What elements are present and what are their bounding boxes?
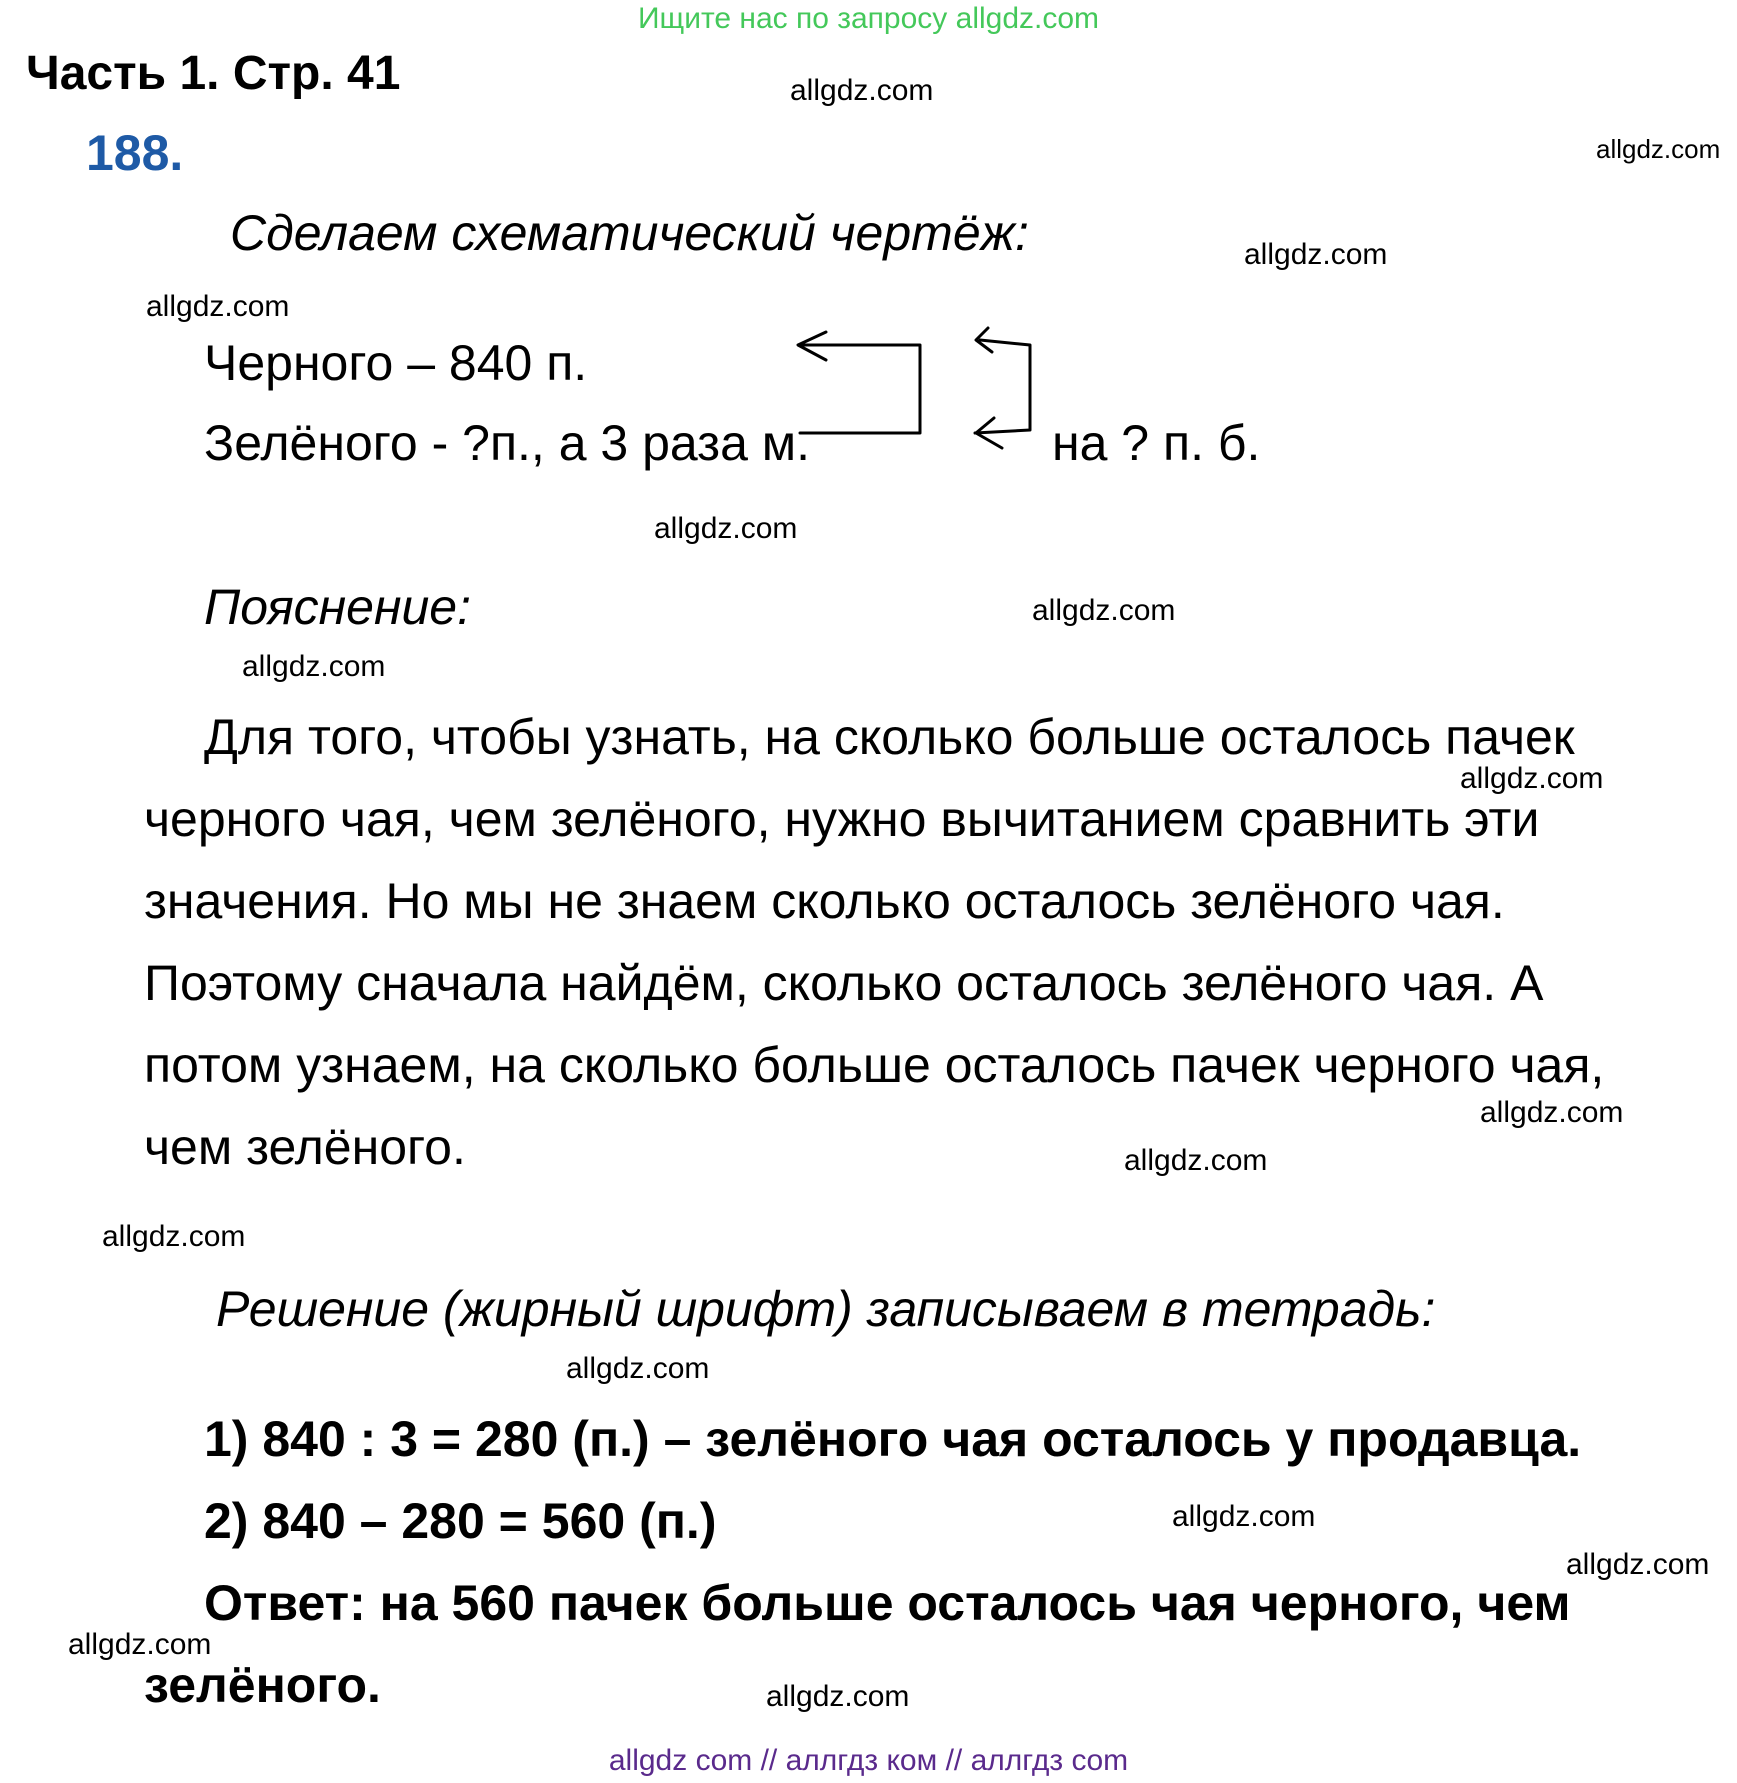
scheme-compare-label: на ? п. б. (1052, 415, 1261, 471)
explanation-heading: Пояснение: (204, 579, 471, 635)
explanation-line: потом узнаем, на сколько больше осталось пачек черного чая, (144, 1037, 1605, 1093)
explanation-line: значения. Но мы не знаем сколько осталось зелёного чая. (144, 873, 1505, 929)
scheme-line-green: Зелёного - ?п., а 3 раза м. (204, 415, 811, 471)
watermark: allgdz.com (766, 1680, 910, 1713)
arrow-difference-bracket (975, 340, 1030, 433)
page-header: Часть 1. Стр. 41 (26, 47, 401, 100)
explanation-line: черного чая, чем зелёного, нужно вычитанием сравнить эти (144, 791, 1540, 847)
watermark: allgdz.com (566, 1352, 710, 1385)
watermark: allgdz.com (102, 1220, 246, 1253)
scheme-arrows (780, 320, 1040, 460)
scheme-line-black: Черного – 840 п. (204, 335, 588, 391)
watermark: allgdz.com (242, 650, 386, 683)
watermark: allgdz.com (1480, 1096, 1624, 1129)
explanation-line: чем зелёного. (144, 1119, 466, 1175)
explanation-line: Для того, чтобы узнать, на сколько больше осталось пачек (204, 709, 1575, 765)
watermark: allgdz.com (146, 290, 290, 323)
task-number: 188. (86, 125, 184, 181)
solution-step-2: 2) 840 – 280 = 560 (п.) (204, 1493, 717, 1549)
answer-line-2: зелёного. (144, 1657, 381, 1713)
watermark: allgdz.com (1172, 1500, 1316, 1533)
watermark: allgdz.com (1460, 762, 1604, 795)
watermark: allgdz.com (1244, 238, 1388, 271)
answer-line-1: Ответ: на 560 пачек больше осталось чая черного, чем (204, 1575, 1571, 1631)
watermark: allgdz.com (654, 512, 798, 545)
footer: allgdz com // аллгдз ком // аллгдз com (608, 1744, 1129, 1777)
watermark: allgdz.com (790, 74, 934, 107)
solution-heading: Решение (жирный шрифт) записываем в тетрадь: (216, 1281, 1436, 1337)
top-banner: Ищите нас по запросу allgdz.com (637, 2, 1100, 35)
arrow-times-bracket (800, 345, 920, 433)
solution-step-1: 1) 840 : 3 = 280 (п.) – зелёного чая осталось у продавца. (204, 1411, 1582, 1467)
watermark: allgdz.com (1032, 594, 1176, 627)
watermark: allgdz.com (1566, 1548, 1710, 1581)
watermark: allgdz.com (68, 1628, 212, 1661)
explanation-line: Поэтому сначала найдём, сколько осталось зелёного чая. А (144, 955, 1544, 1011)
watermark: allgdz.com (1596, 134, 1721, 164)
watermark: allgdz.com (1124, 1144, 1268, 1177)
scheme-heading: Сделаем схематический чертёж: (230, 205, 1029, 261)
